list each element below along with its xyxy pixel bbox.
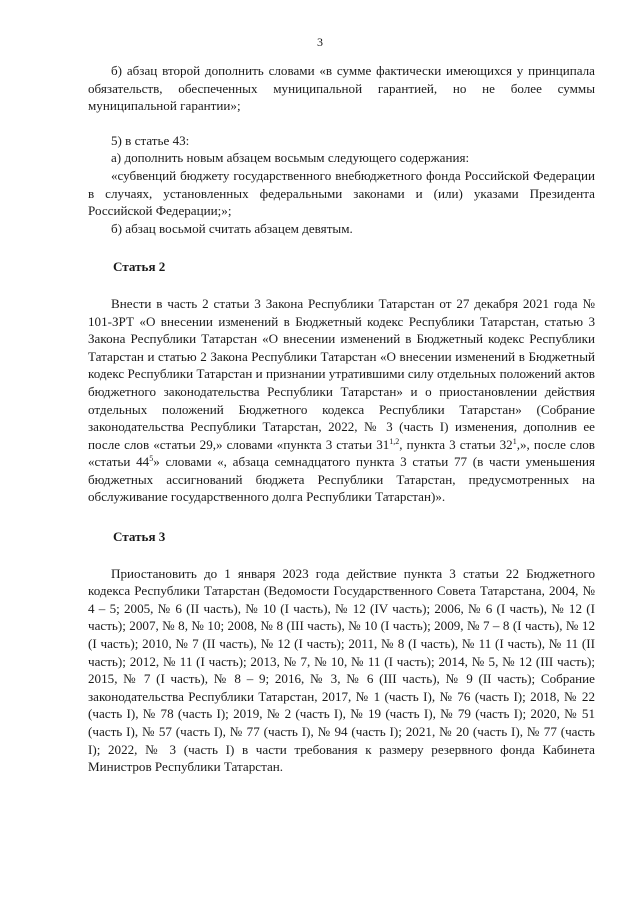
paragraph-b-second-abzac: б) абзац второй дополнить словами «в сумме фактически имеющихся у принципала обязательств, обеспеченных муниципальной гарантией, но не более суммы муниципальной гарантии»; [88, 63, 595, 114]
superscript-1-2: 1,2 [389, 436, 400, 446]
item-5b: б) абзац восьмой считать абзацем девятым. [111, 220, 353, 236]
item-5a-quote: «субвенций бюджету государственного внебюджетного фонда Российской Федерации в случаях, установленных федеральными законами и (или) указами Президента Российской Федерации;»; [88, 167, 595, 219]
article-2-text-part1: Внести в часть 2 статьи 3 Закона Республики Татарстан от 27 декабря 2021 года № 101-ЗРТ «О внесении изменений в Бюджетный кодекс Республики Татарстан, статью 3 Закона Республики Татарстан «О внесении изменений в Бюджетный кодекс Республики Татарстан и статью 2 Закона Республики Татарстан «О внесении изменений в Бюджетный кодекс Республики Татарстан и признании утратившими силу отдельных положений актов бюджетного законодательства Республики Татарстан» и о приостановлении действия отдельных положений Бюджетного кодекса Республики Татарстан» (Собрание законодательства Республики Татарстан, 2022, № 3 (часть I) изменения, дополнив ее после слов «статьи 29,» словами «пункта 3 статьи 31 [88, 295, 595, 452]
item-5-heading: 5) в статье 43: [111, 132, 190, 148]
article-2-text-part2: , пункта 3 статьи 32 [399, 436, 513, 452]
document-body [88, 62, 595, 776]
article-3-text: Приостановить до 1 января 2023 года действие пункта 3 статьи 22 Бюджетного кодекса Республики Татарстан (Ведомости Государственного Совета Татарстана, 2004, № 4 – 5; 2005, № 6 (II часть), № 10 (I часть), № 12 (IV часть); 2006, № 6 (I часть), № 12 (I часть); 2007, № 8, № 10; 2008, № 8 (III часть), № 10 (I часть); 2009, № 7 – 8 (I часть), № 12 (I часть); 2010, № 7 (II часть), № 12 (I часть); 2011, № 8 (I часть), № 11 (I часть), № 11 (II часть); 2012, № 11 (I часть); 2013, № 7, № 10, № 11 (I часть); 2014, № 5, № 12 (III часть); 2015, № 7 (I часть), № 8 – 9; 2016, № 3, № 6 (III часть), № 9 (II часть); Собрание законодательства Республики Татарстан, 2017, № 1 (часть I), № 76 (часть I); 2018, № 22 (часть I), № 78 (часть I); 2019, № 2 (часть I), № 19 (часть I), № 79 (часть I); 2020, № 51 (часть I), № 57 (часть I), № 77 (часть I), № 94 (часть I); 2021, № 20 (часть I), № 77 (часть I); 2022, № 3 (часть I) в части требования к размеру резервного фонда Кабинета Министров Республики Татарстан. [88, 565, 595, 775]
page-number: 3 [317, 35, 323, 49]
article-2-heading: Статья 2 [113, 259, 166, 275]
article-2-text [88, 295, 595, 506]
item-5a: а) дополнить новым абзацем восьмым следующего содержания: [111, 150, 470, 166]
article-3-heading: Статья 3 [113, 529, 166, 545]
superscript-5: 5 [149, 454, 154, 464]
article-2-text-part4: » словами «, абзаца семнадцатого пункта 3 статьи 77 (в части уменьшения бюджетных ассигнований бюджета Республики Татарстан, предусмотренных на обслуживание государственного долга Республики Татарстан)». [88, 454, 595, 505]
superscript-1: 1 [512, 436, 517, 446]
article-2-text-part3: ,», после слов «статьи 44 [88, 436, 595, 470]
